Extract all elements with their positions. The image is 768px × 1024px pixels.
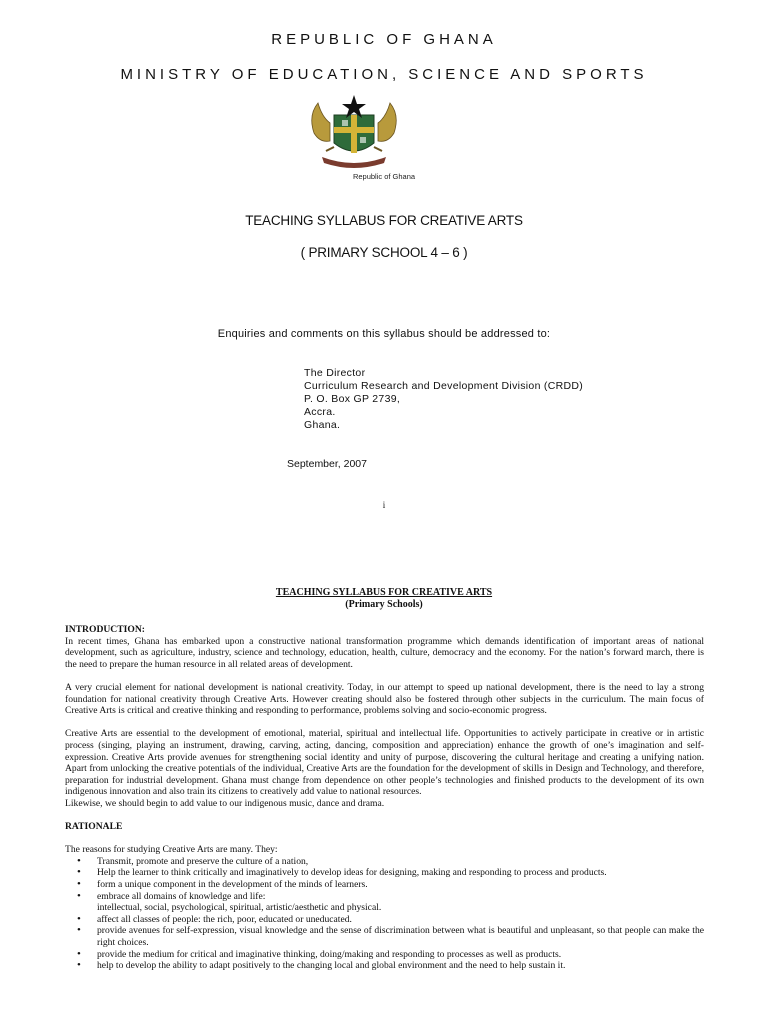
list-item-subline: intellectual, social, psychological, spiritual, artistic/aesthetic and physical.: [97, 902, 382, 914]
rationale-list: [65, 856, 704, 972]
document-subtitle: ( PRIMARY SCHOOL 4 – 6 ): [300, 245, 468, 260]
section-heading-introduction: INTRODUCTION:: [65, 624, 145, 635]
spacer: [65, 717, 704, 729]
paragraph: A very crucial element for national development is national creativity. Today, in our attempt to speed up national development, there is the need to lay a strong foundation for national creativity through Creative Arts. However creating should also be fostered through other subjects in the curriculum. The main focus of Creative Arts is critical and creative thinking and responding to performance, problems solving and socio-economic progress.: [65, 681, 704, 717]
spacer: [65, 833, 704, 845]
page-number: i: [382, 500, 386, 510]
address-block: [304, 367, 583, 432]
address-line: Curriculum Research and Development Division (CRDD): [304, 380, 584, 392]
document-title: TEACHING SYLLABUS FOR CREATIVE ARTS: [245, 213, 523, 228]
paragraph: In recent times, Ghana has embarked upon a constructive national transformation programme which demands identification of important areas of national development, such as agriculture, industry, science and technology, education, health, culture, democracy and the economy. For the nation’s forward march, there is the need to prepare the human resource in all related areas of development.: [65, 635, 704, 670]
list-item: • provide avenues for self-expression, visual knowledge and the sense of discrimination between what is beautiful and unpleasant, so that people can make the right choices.: [65, 925, 704, 948]
paragraph: Creative Arts are essential to the development of emotional, material, spiritual and intellectual life. Opportunities to actively participate in creative or in artistic process (singing, playing an instrument, drawing, carving, acting, dancing, composition and appreciation) enhance the growth of one’s imagination and self-expression. Creative Arts provide avenues for strengthening social identity and unity of purpose, discovering the cultural heritage and creating a unifying nation. Apart from unlocking the creative potentials of the individual, Creative Arts are the foundation for the development of skills in Design and Technology, and therefore, preparation for industrial development. Ghana must change from dependence on other people’s technologies and finished products to the development of its own indigenous innovation and also train its citizens to creatively add value to national resources.: [65, 728, 704, 798]
heading-republic: REPUBLIC OF GHANA: [271, 31, 497, 48]
heading-ministry: MINISTRY OF EDUCATION, SCIENCE AND SPORTS: [120, 66, 648, 83]
address-line: The Director: [304, 367, 366, 379]
list-item: • affect all classes of people: the rich, poor, educated or uneducated.: [65, 914, 704, 926]
list-item: • form a unique component in the development of the minds of learners.: [65, 879, 704, 891]
body-text: [65, 624, 704, 972]
list-item: • help to develop the ability to adapt positively to the changing local and global environment and the need to help sustain it.: [65, 960, 704, 972]
list-item: • provide the medium for critical and imaginative thinking, doing/making and responding to processes as well as products.: [65, 949, 704, 961]
spacer: [65, 670, 704, 682]
list-item: [65, 891, 704, 914]
address-line: Accra.: [304, 406, 336, 418]
list-item: • Transmit, promote and preserve the culture of a nation,: [65, 856, 704, 868]
emblem-caption: Republic of Ghana: [352, 172, 416, 181]
syllabus-heading: TEACHING SYLLABUS FOR CREATIVE ARTS: [275, 587, 493, 598]
address-line: P. O. Box GP 2739,: [304, 393, 401, 405]
list-item: • Help the learner to think critically and imaginatively to develop ideas for designing, making and responding to process and products.: [65, 867, 704, 879]
section-heading-rationale: RATIONALE: [65, 821, 123, 833]
list-item-text: embrace all domains of knowledge and life:: [97, 890, 266, 902]
coat-of-arms-emblem: [304, 93, 404, 169]
syllabus-subheading: (Primary Schools): [345, 599, 423, 610]
publication-date: September, 2007: [287, 458, 367, 470]
rationale-intro: The reasons for studying Creative Arts are many. They:: [65, 844, 278, 856]
paragraph: Likewise, we should begin to add value to our indigenous music, dance and drama.: [65, 797, 385, 809]
address-line: Ghana.: [304, 419, 341, 431]
spacer: [65, 810, 704, 822]
coat-of-arms-icon: [304, 93, 404, 169]
enquiries-text: Enquiries and comments on this syllabus should be addressed to:: [217, 328, 551, 340]
